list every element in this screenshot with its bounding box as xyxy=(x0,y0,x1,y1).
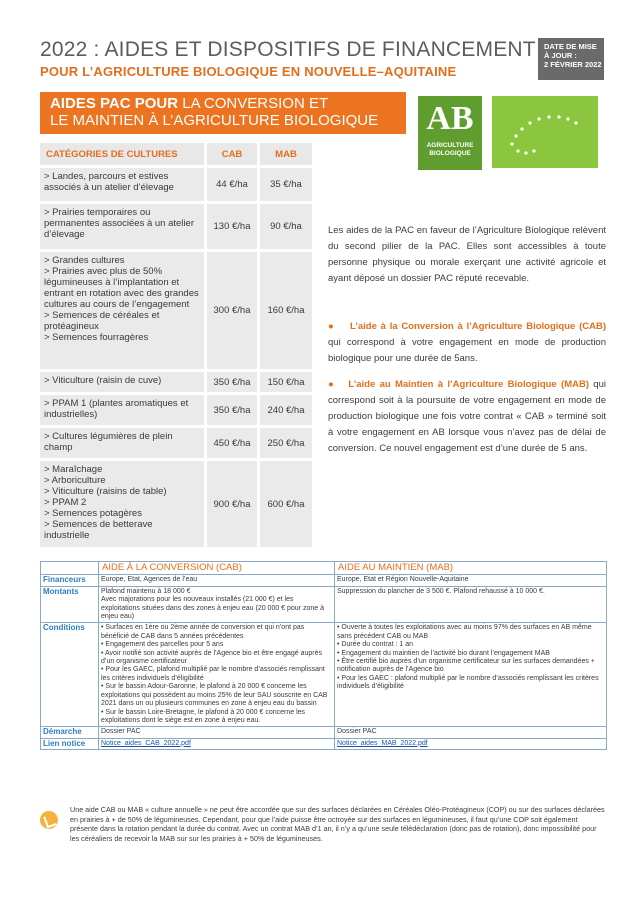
cab-amount: 450 €/ha xyxy=(207,428,257,458)
demarche-mab: Dossier PAC xyxy=(335,727,607,738)
crop-category: > Grandes cultures > Prairies avec plus de 50% légumineuses à l’implantation et entrant en rotation avec des grandes cultures au cours de l’engagement > Semences de céréales et protéagineux > Semences fourragères xyxy=(40,252,204,369)
header-cab: CAB xyxy=(207,143,257,165)
lien-cab-cell xyxy=(99,738,335,749)
table-row xyxy=(41,575,607,586)
mab-amount: 150 €/ha xyxy=(260,372,312,392)
conditions-cab xyxy=(99,623,335,727)
crop-categories-table xyxy=(40,143,312,550)
montants-cab xyxy=(99,586,335,623)
header-categories: CATÉGORIES DE CULTURES xyxy=(40,143,204,165)
row-label-montants: Montants xyxy=(41,586,99,623)
date-label-2: À JOUR : xyxy=(544,51,577,60)
page-subtitle: POUR L’AGRICULTURE BIOLOGIQUE EN NOUVELLE–AQUITAINE xyxy=(40,64,457,79)
cab-paragraph xyxy=(328,319,606,367)
update-date-box xyxy=(538,38,604,80)
montants-mab: Suppression du plancher de 3 500 €. Plafond rehaussé à 10 000 €. xyxy=(335,586,607,623)
row-label-financeurs: Financeurs xyxy=(41,575,99,586)
conditions-mab xyxy=(335,623,607,727)
ab-logo-letters: AB xyxy=(426,100,474,137)
financeurs-cab: Europe, Etat, Agences de l’eau xyxy=(99,575,335,586)
crop-category: > Prairies temporaires ou permanentes associées à un atelier d’élevage xyxy=(40,204,204,249)
header-mab: MAB xyxy=(260,143,312,165)
banner-text: LA CONVERSION ET xyxy=(178,95,329,112)
cab-amount: 44 €/ha xyxy=(207,168,257,201)
aid-comparison-table xyxy=(40,561,607,750)
cab-amount: 350 €/ha xyxy=(207,395,257,425)
table-row xyxy=(40,428,312,458)
list-item: • Surfaces en 1ère ou 2ème année de conversion et qui n’ont pas bénéficié de CAB dans 5 années précédentes xyxy=(101,624,332,641)
table-row xyxy=(40,461,312,547)
list-item: • Pour les GAEC, plafond multiplié par le nombre d’associés remplissant les critères individuels d’éligibilité xyxy=(101,666,332,683)
table-row xyxy=(40,372,312,392)
col-header-cab: AIDE À LA CONVERSION (CAB) xyxy=(99,562,335,575)
list-item: • Ouverte à toutes les exploitations avec au moins 97% des surfaces en AB même sans précédent CAB ou MAB xyxy=(337,624,604,641)
banner-bold: AIDES PAC POUR xyxy=(50,95,179,112)
crop-category: > Viticulture (raisin de cuve) xyxy=(40,372,204,392)
notice-mab-link[interactable]: Notice_aides_MAB_2022.pdf xyxy=(337,739,428,747)
cab-amount: 300 €/ha xyxy=(207,252,257,369)
notice-cab-link[interactable]: Notice_aides_CAB_2022.pdf xyxy=(101,739,191,747)
crop-category: > PPAM 1 (plantes aromatiques et industrielles) xyxy=(40,395,204,425)
eu-organic-leaf-logo xyxy=(492,96,598,168)
table-row xyxy=(40,204,312,249)
cab-text: qui correspond à votre engagement en mode de production biologique pour une durée de 5ans. xyxy=(328,337,606,364)
mab-text: qui correspond soit à la poursuite de votre engagement en mode de production biologique une fois votre contrat « CAB » terminé soit à votre engagement en AB lorsque vous n’avez pas de délai de conversion. Ce nouvel engagement est d’une durée de 5 ans. xyxy=(328,379,606,454)
table-row xyxy=(41,562,607,575)
table-row xyxy=(41,738,607,749)
mab-paragraph xyxy=(328,377,606,457)
footnote: Une aide CAB ou MAB « culture annuelle » ne peut être accordée que sur des surfaces déclarées en Céréales Oléo-Protéagineux (COP) ou sur des surfaces déclarées en prairies à + de 50% de légumineuses. Cependant, pour que l’aide puisse être octroyée sur des surfaces en légumineuses, il faut qu’une COP soit également présente dans la rotation pendant la durée du contrat. Avec un contrat MAB d’1 an, il n’y a qu’une seule télédéclaration (donc pas de rotation), donc impossibilité pour les céréaliers de recevoir la MAB sur sur les prairies à + 50% de légumineuses. xyxy=(70,805,605,843)
mab-bullet: ● xyxy=(328,379,336,390)
banner-line2: LE MAINTIEN À L’AGRICULTURE BIOLOGIQUE xyxy=(50,112,379,129)
mab-amount: 250 €/ha xyxy=(260,428,312,458)
montants-cab-majorations: Avec majorations pour les nouveaux installés (21 000 €) et les exploitations situées dans des zones à enjeu eau (20 000 € pour zone à enjeu eau) xyxy=(101,596,324,621)
crop-category: > Maraîchage > Arboriculture > Viticulture (raisins de table) > PPAM 2 > Semences potagères > Semences de betterave industrielle xyxy=(40,461,204,547)
eu-leaf-icon xyxy=(492,96,598,168)
list-item: • Avoir notifié son activité auprès de l’Agence bio et être engagé auprès d’un organisme certificateur xyxy=(101,650,332,667)
page-title: 2022 : AIDES ET DISPOSITIFS DE FINANCEMENT xyxy=(40,38,536,61)
crop-category: > Landes, parcours et estives associés à un atelier d’élevage xyxy=(40,168,204,201)
ab-logo-caption: AGRICULTURE xyxy=(426,142,474,149)
mab-amount: 600 €/ha xyxy=(260,461,312,547)
row-label-conditions: Conditions xyxy=(41,623,99,727)
table-row xyxy=(41,623,607,727)
list-item: • Sur le bassin Loire-Bretagne, le plafond à 20 000 € concerne les exploitations dont le siège est en zone à enjeu eau. xyxy=(101,709,332,726)
intro-paragraph: Les aides de la PAC en faveur de l’Agriculture Biologique relèvent du second pilier de la PAC. Elles sont accessibles à toute personne physique ou morale exerçant une activité agricole et ayant déposé un dossier PAC réputé recevable. xyxy=(328,225,606,284)
list-item: • Engagement du maintien de l’activité bio durant l’engagement MAB xyxy=(337,650,604,658)
mab-amount: 160 €/ha xyxy=(260,252,312,369)
row-label-lien: Lien notice xyxy=(41,738,99,749)
ab-logo xyxy=(418,96,482,170)
demarche-cab: Dossier PAC xyxy=(99,727,335,738)
mab-amount: 240 €/ha xyxy=(260,395,312,425)
col-header-mab: AIDE AU MAINTIEN (MAB) xyxy=(335,562,607,575)
list-item: • Engagement des parcelles pour 5 ans xyxy=(101,641,332,649)
financeurs-mab: Europe, Etat et Région Nouvelle-Aquitaine xyxy=(335,575,607,586)
cab-title: L’aide à la Conversion à l’Agriculture Biologique (CAB) xyxy=(349,321,606,332)
table-row xyxy=(41,727,607,738)
info-badge-icon xyxy=(40,811,58,829)
crop-category: > Cultures légumières de plein champ xyxy=(40,428,204,458)
list-item: • Durée du contrat : 1 an xyxy=(337,641,604,649)
date-value: 2 FÉVRIER 2022 xyxy=(544,60,602,69)
lien-mab-cell xyxy=(335,738,607,749)
ab-logo-caption-2: BIOLOGIQUE xyxy=(429,150,471,157)
table-row xyxy=(40,168,312,201)
corner-cell xyxy=(41,562,99,575)
table-row xyxy=(40,252,312,369)
list-item: • Sur le bassin Adour-Garonne, le plafond à 20 000 € concerne les exploitations qui possèdent au moins 25% de leur SAU souscrite en CAB 2021 dans un ou plusieurs communes en zone à enjeu eau du bassin xyxy=(101,683,332,708)
mab-amount: 90 €/ha xyxy=(260,204,312,249)
list-item: • Être certifié bio auprès d’un organisme certificateur sur les surfaces demandées + notification auprès de l’Agence bio xyxy=(337,658,604,675)
crop-table-header xyxy=(40,143,312,165)
montants-cab-plafond: Plafond maintenu à 18 000 € xyxy=(101,587,191,595)
mab-amount: 35 €/ha xyxy=(260,168,312,201)
mab-title: L’aide au Maintien à l’Agriculture Biologique (MAB) xyxy=(348,379,589,390)
date-label: DATE DE MISE xyxy=(544,42,597,51)
table-row xyxy=(41,586,607,623)
table-row xyxy=(40,395,312,425)
cab-bullet: ● xyxy=(328,321,335,332)
cab-amount: 130 €/ha xyxy=(207,204,257,249)
row-label-demarche: Démarche xyxy=(41,727,99,738)
list-item: • Pour les GAEC : plafond multiplié par le nombre d’associés remplissant les critères individuels d’éligibilité xyxy=(337,675,604,692)
cab-amount: 900 €/ha xyxy=(207,461,257,547)
section-banner xyxy=(40,92,406,134)
cab-amount: 350 €/ha xyxy=(207,372,257,392)
